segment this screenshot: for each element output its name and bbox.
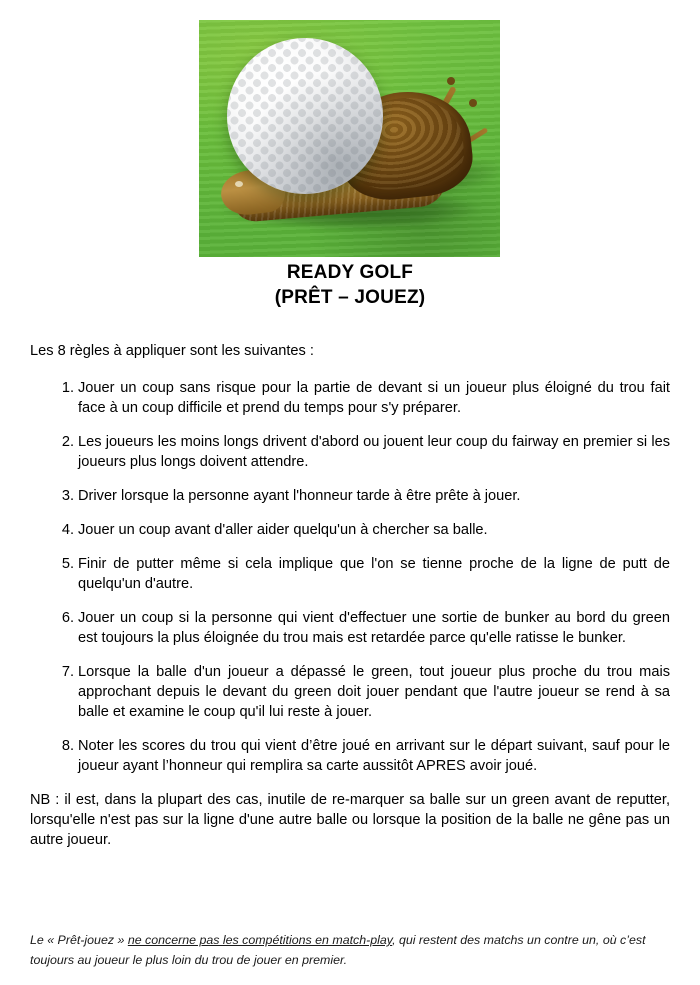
list-item-number: 8. [61, 737, 74, 754]
list-item-number: 1. [61, 379, 74, 396]
list-item [30, 608, 670, 648]
snail-tentacle-tip-upper [447, 77, 455, 85]
footnote-tail: , qui restent des matchs un contre un, où c’est toujours au joueur le plus loin du trou de jouer en premier. [30, 933, 646, 967]
footnote-lead: Le « Prêt-jouez » [30, 933, 128, 947]
golf-snail-photo [199, 20, 500, 257]
golf-ball-shading [227, 38, 383, 194]
list-item-text: Lorsque la balle d'un joueur a dépassé le green, tout joueur plus proche du trou mais approchant depuis le devant du green doit jouer pendant que l'autre joueur se rend à sa balle et examine le coup qu'il lui reste à jouer. [78, 663, 670, 720]
list-item-text: Les joueurs les moins longs drivent d'abord ou jouent leur coup du fairway en premier si les joueurs plus longs doivent attendre. [78, 433, 670, 470]
list-item [30, 378, 670, 418]
list-item-text: Jouer un coup sans risque pour la partie de devant si un joueur plus éloigné du trou fait face à un coup difficile et prend du temps pour s'y préparer. [78, 379, 670, 416]
footnote-underlined: ne concerne pas les compétitions en match-play [127, 933, 393, 947]
list-item [30, 662, 670, 722]
document-body [30, 327, 670, 864]
header-illustration [199, 20, 500, 257]
list-item-number: 4. [61, 521, 74, 538]
list-item-number: 5. [61, 555, 74, 572]
list-item-number: 7. [61, 663, 74, 680]
page-title [0, 260, 700, 310]
list-item [30, 520, 670, 540]
list-item-number: 3. [61, 487, 74, 504]
title-line-primary: READY GOLF [286, 262, 414, 283]
snail-tentacle-tip-lower [469, 99, 477, 107]
list-item [30, 736, 670, 776]
list-item-text: Jouer un coup avant d'aller aider quelqu'un à chercher sa balle. [78, 521, 488, 538]
footnote [30, 930, 670, 970]
list-item-text: Finir de putter même si cela implique que l'on se tienne proche de la ligne de putt de quelqu'un d'autre. [78, 555, 670, 592]
list-item-text: Jouer un coup si la personne qui vient d'effectuer une sortie de bunker au bord du green est toujours la plus éloignée du trou mais est retardée parce qu'elle ratisse le bunker. [78, 609, 670, 646]
list-item [30, 486, 670, 506]
golf-ball-icon [227, 38, 383, 194]
snail-mouth-highlight [235, 181, 243, 187]
list-item-text: Noter les scores du trou qui vient d’être joué en arrivant sur le départ suivant, sauf pour le joueur ayant l’honneur qui remplira sa carte aussitôt APRES avoir joué. [78, 737, 670, 774]
list-item [30, 432, 670, 472]
intro-paragraph: Les 8 règles à appliquer sont les suivantes : [30, 342, 314, 359]
list-item-number: 2. [61, 433, 74, 450]
note-paragraph: NB : il est, dans la plupart des cas, inutile de re-marquer sa balle sur un green avant de reputter, lorsqu'elle n'est pas sur la ligne d'une autre balle ou lorsque la position de la balle ne gêne pas un autre joueur. [30, 791, 670, 848]
list-item-text: Driver lorsque la personne ayant l'honneur tarde à être prête à jouer. [78, 487, 521, 504]
rules-list [30, 378, 670, 776]
list-item-number: 6. [61, 609, 74, 626]
title-line-secondary: (PRÊT – JOUEZ) [274, 287, 426, 308]
list-item [30, 554, 670, 594]
